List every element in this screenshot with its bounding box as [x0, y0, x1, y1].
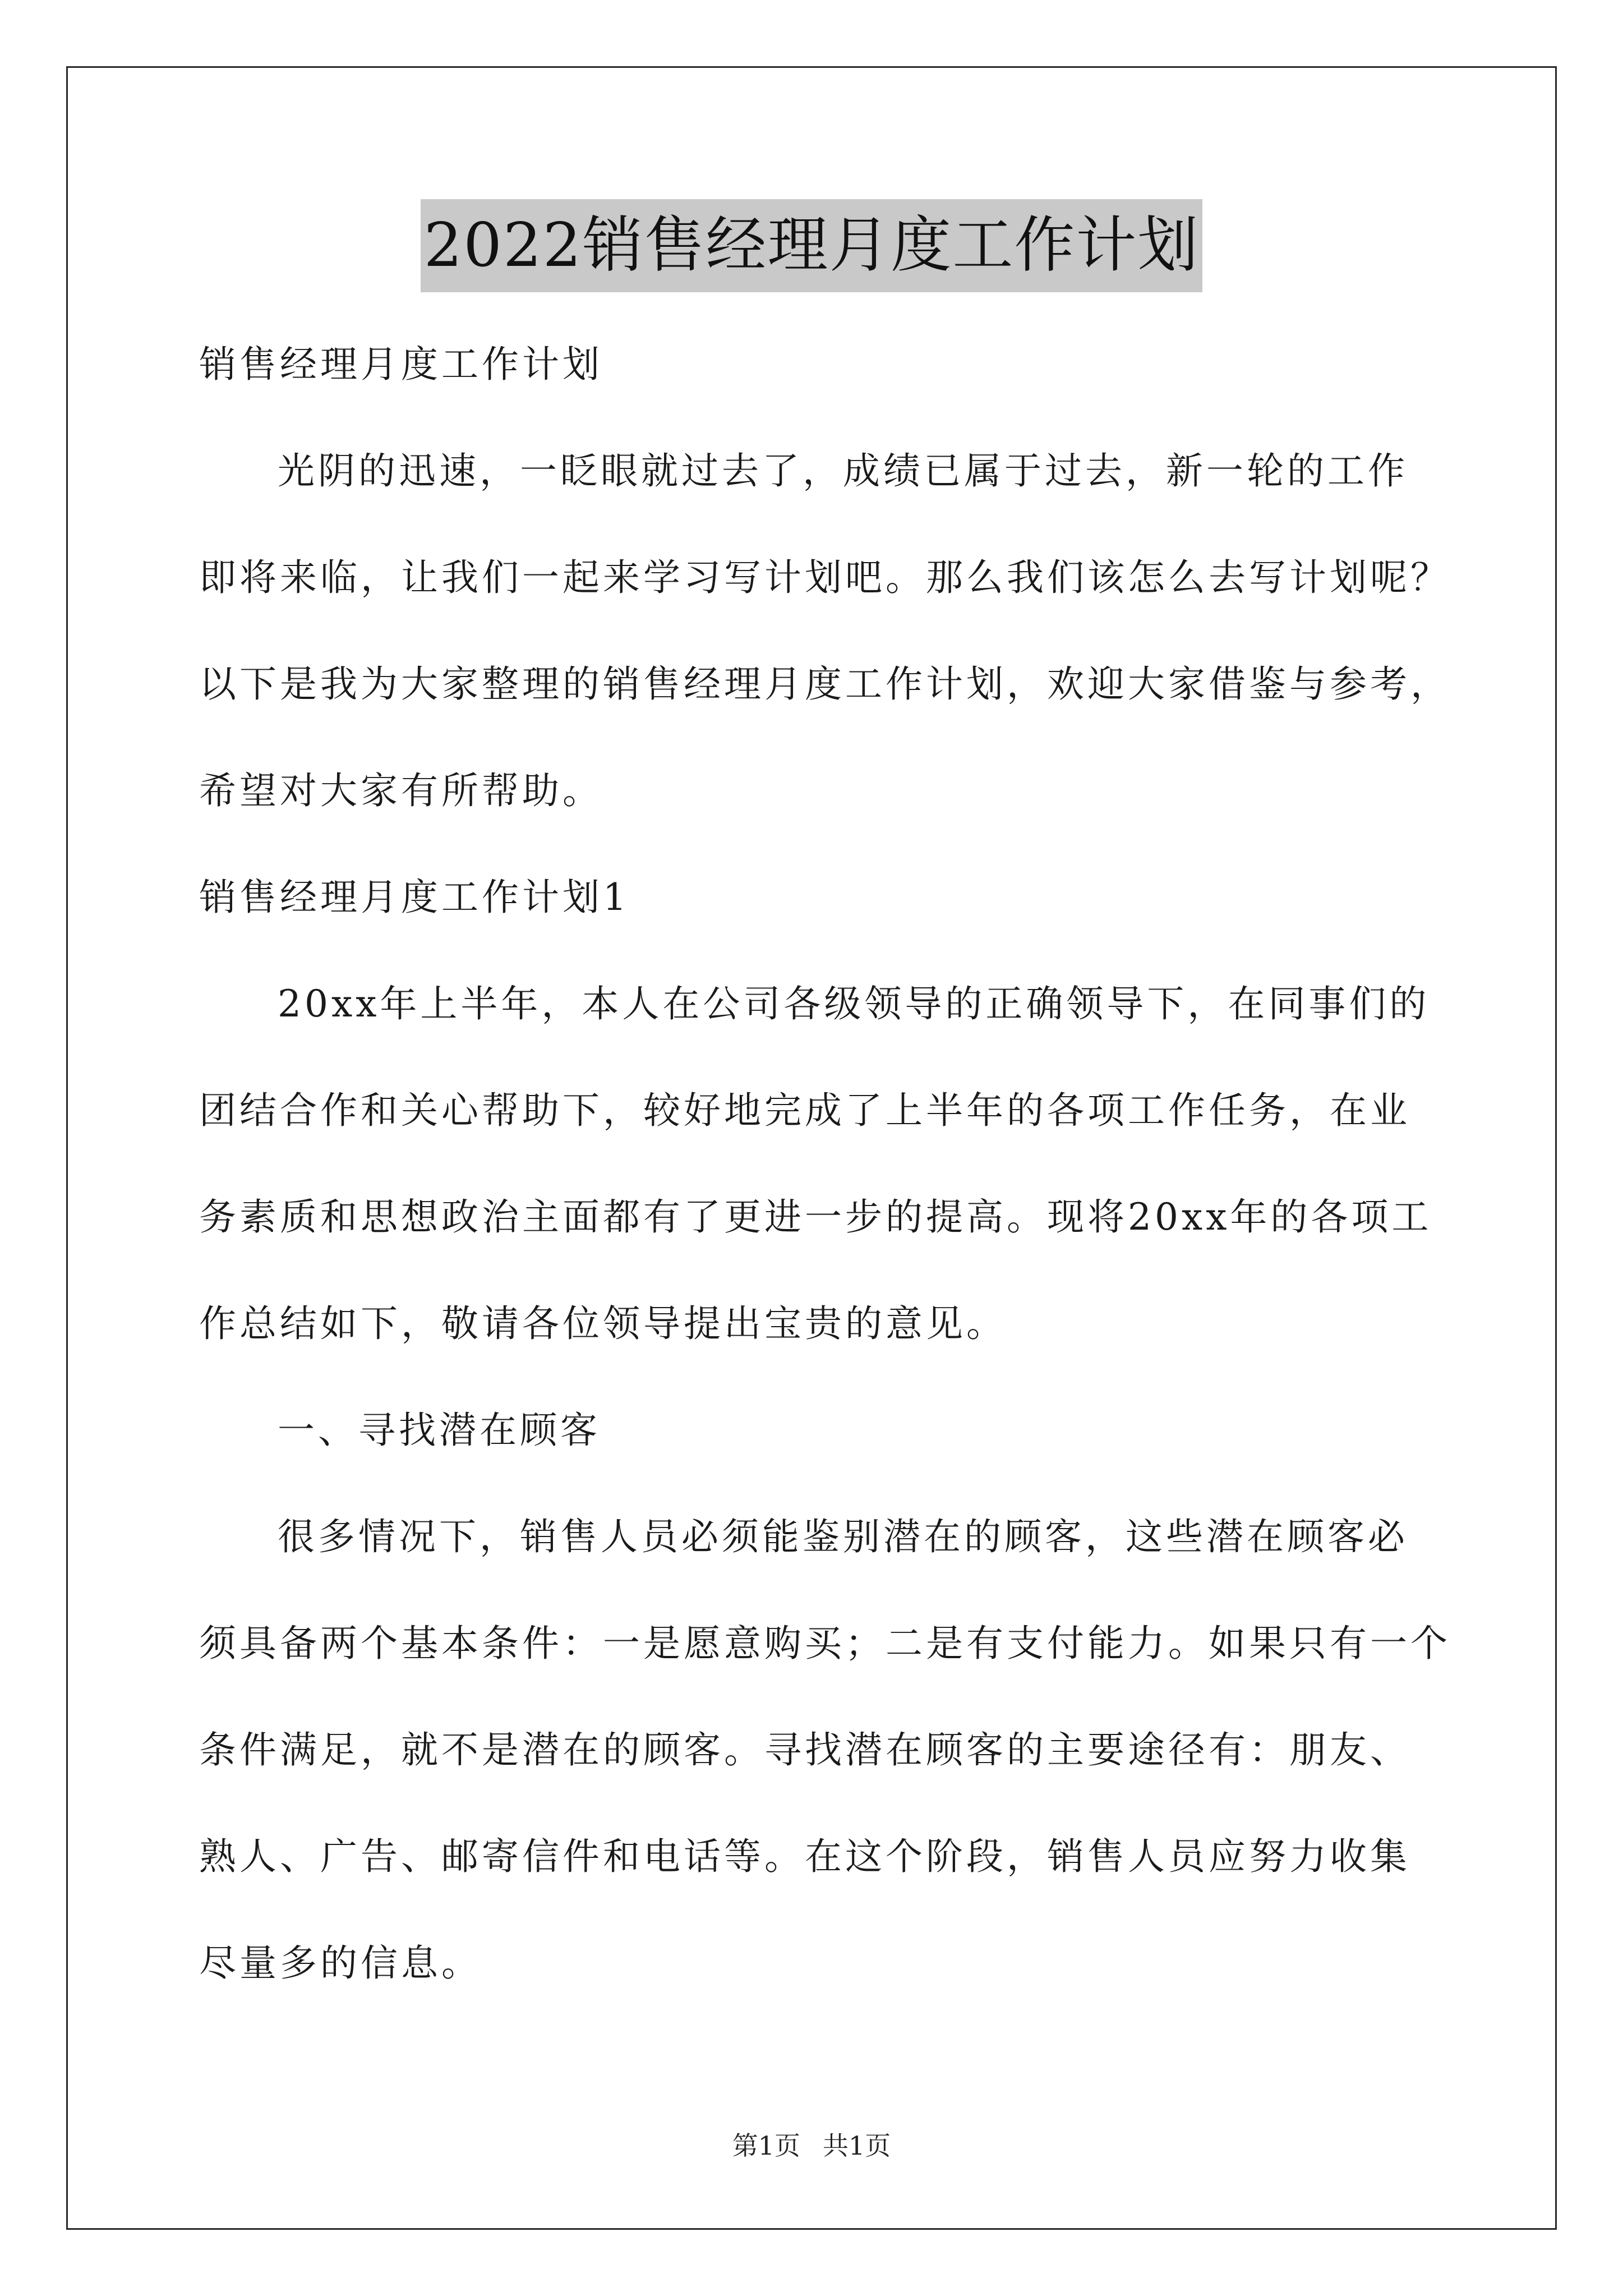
section-heading: 销售经理月度工作计划1 [199, 876, 630, 919]
paragraph-line: 团结合作和关心帮助下，较好地完成了上半年的各项工作任务，在业 [199, 1089, 1410, 1132]
document-title: 2022销售经理月度工作计划 [421, 199, 1203, 292]
paragraph-line: 很多情况下，销售人员必须能鉴别潜在的顾客，这些潜在顾客必 [278, 1515, 1408, 1558]
paragraph-line: 即将来临，让我们一起来学习写计划吧。那么我们该怎么去写计划呢？ [199, 556, 1451, 599]
paragraph-line: 务素质和思想政治主面都有了更进一步的提高。现将20xx年的各项工 [199, 1195, 1432, 1239]
page-total: 共1页 [823, 2131, 891, 2161]
paragraph-line: 20xx年上半年，本人在公司各级领导的正确领导下，在同事们的 [278, 982, 1430, 1025]
page-footer [0, 2129, 1623, 2162]
document-body [199, 311, 1451, 2017]
paragraph-line: 条件满足，就不是潜在的顾客。寻找潜在顾客的主要途径有：朋友、 [199, 1728, 1410, 1772]
paragraph-line: 光阴的迅速，一眨眼就过去了，成绩已属于过去，新一轮的工作 [278, 449, 1408, 493]
paragraph-line: 尽量多的信息。 [199, 1941, 482, 1985]
subsection-heading: 一、寻找潜在顾客 [278, 1409, 601, 1452]
paragraph-line: 希望对大家有所帮助。 [199, 769, 603, 812]
section-heading: 销售经理月度工作计划 [199, 343, 603, 386]
paragraph-line: 以下是我为大家整理的销售经理月度工作计划，欢迎大家借鉴与参考， [199, 662, 1451, 706]
paragraph-line: 熟人、广告、邮寄信件和电话等。在这个阶段，销售人员应努力收集 [199, 1835, 1410, 1878]
paragraph-line: 作总结如下，敬请各位领导提出宝贵的意见。 [199, 1302, 1007, 1345]
paragraph-line: 须具备两个基本条件：一是愿意购买；二是有支付能力。如果只有一个 [199, 1622, 1451, 1665]
page-number: 第1页 [732, 2131, 800, 2161]
title-container [0, 199, 1623, 292]
